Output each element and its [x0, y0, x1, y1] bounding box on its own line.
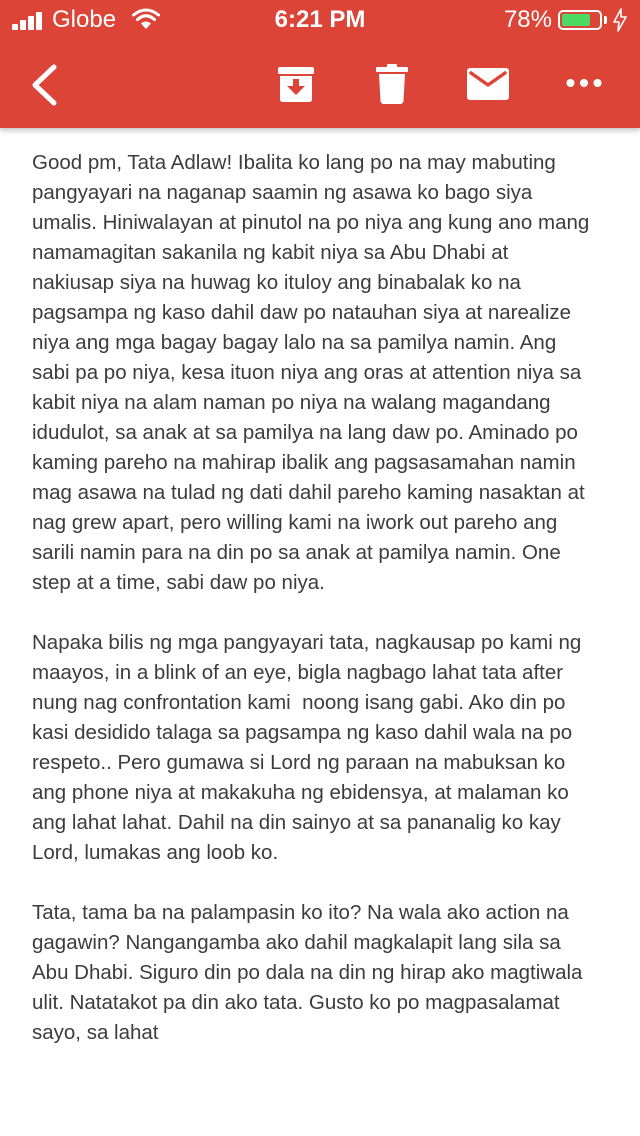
charging-bolt-icon — [612, 8, 628, 32]
back-chevron-icon[interactable] — [30, 64, 58, 106]
status-time: 6:21 PM — [274, 6, 366, 33]
carrier-name: Globe — [52, 6, 117, 33]
battery-tip — [604, 16, 607, 24]
battery-icon — [558, 10, 602, 30]
status-bar — [0, 0, 640, 40]
archive-icon[interactable] — [277, 66, 315, 104]
more-options-icon[interactable] — [566, 78, 602, 88]
battery-level-fill — [562, 14, 590, 26]
message-paragraph-1: Good pm, Tata Adlaw! Ibalita ko lang po na may mabuting pangyayari na naganap saamin ng asawa ko bago siya umalis. Hiniwalayan at pinutol na po niya ang kung ano mang namamagitan sakanila ng kabit niya sa Abu Dhabi at nakiusap siya na huwag ko ituloy ang binabalak ko na pagsampa ng kaso dahil daw po natauhan siya at narealize niya ang mga bagay bagay lalo na sa pamilya namin. Ang sabi pa po niya, kesa ituon niya ang oras at attention niya sa kabit niya na alam naman po niya na walang magandang idudulot, sa anak at sa pamilya na lang daw po. Aminado po kaming pareho na mahirap ibalik ang pagsasamahan namin mag asawa na tulad ng dati dahil pareho kaming nasaktan at nag grew apart, pero willing kami na iwork out pareho ang sarili namin para na din po sa anak at pamilya namin. One step at a time, sabi daw po niya. — [32, 151, 595, 594]
message-paragraph-3: Tata, tama ba na palampasin ko ito? Na wala ako action na gagawin? Nangangamba ako dahil magkalapit lang sila sa Abu Dhabi. Siguro din po dala na din ng hirap ako magtiwala ulit. Natatakot pa din ako tata. Gusto ko po magpasalamat sayo, sa lahat — [32, 901, 589, 1044]
trash-icon[interactable] — [376, 64, 408, 104]
message-paragraph-2: Napaka bilis ng mga pangyayari tata, nagkausap po kami ng maayos, in a blink of an eye, bigla nagbago lahat tata after nung nag confrontation kami noong isang gabi. Ako din po kasi desidido talaga sa pagsampa ng kaso dahil wala na po respeto.. Pero gumawa si Lord ng paraan na mabuksan ko ang phone niya at makakuha ng ebidensya, at malaman ko ang lahat lahat. Dahil na din sainyo at sa pananalig ko kay Lord, lumakas ang loob ko. — [32, 631, 587, 864]
app-header — [0, 0, 640, 128]
mail-icon[interactable] — [467, 68, 509, 100]
message-body — [32, 148, 595, 1078]
battery-percentage: 78% — [503, 6, 552, 33]
